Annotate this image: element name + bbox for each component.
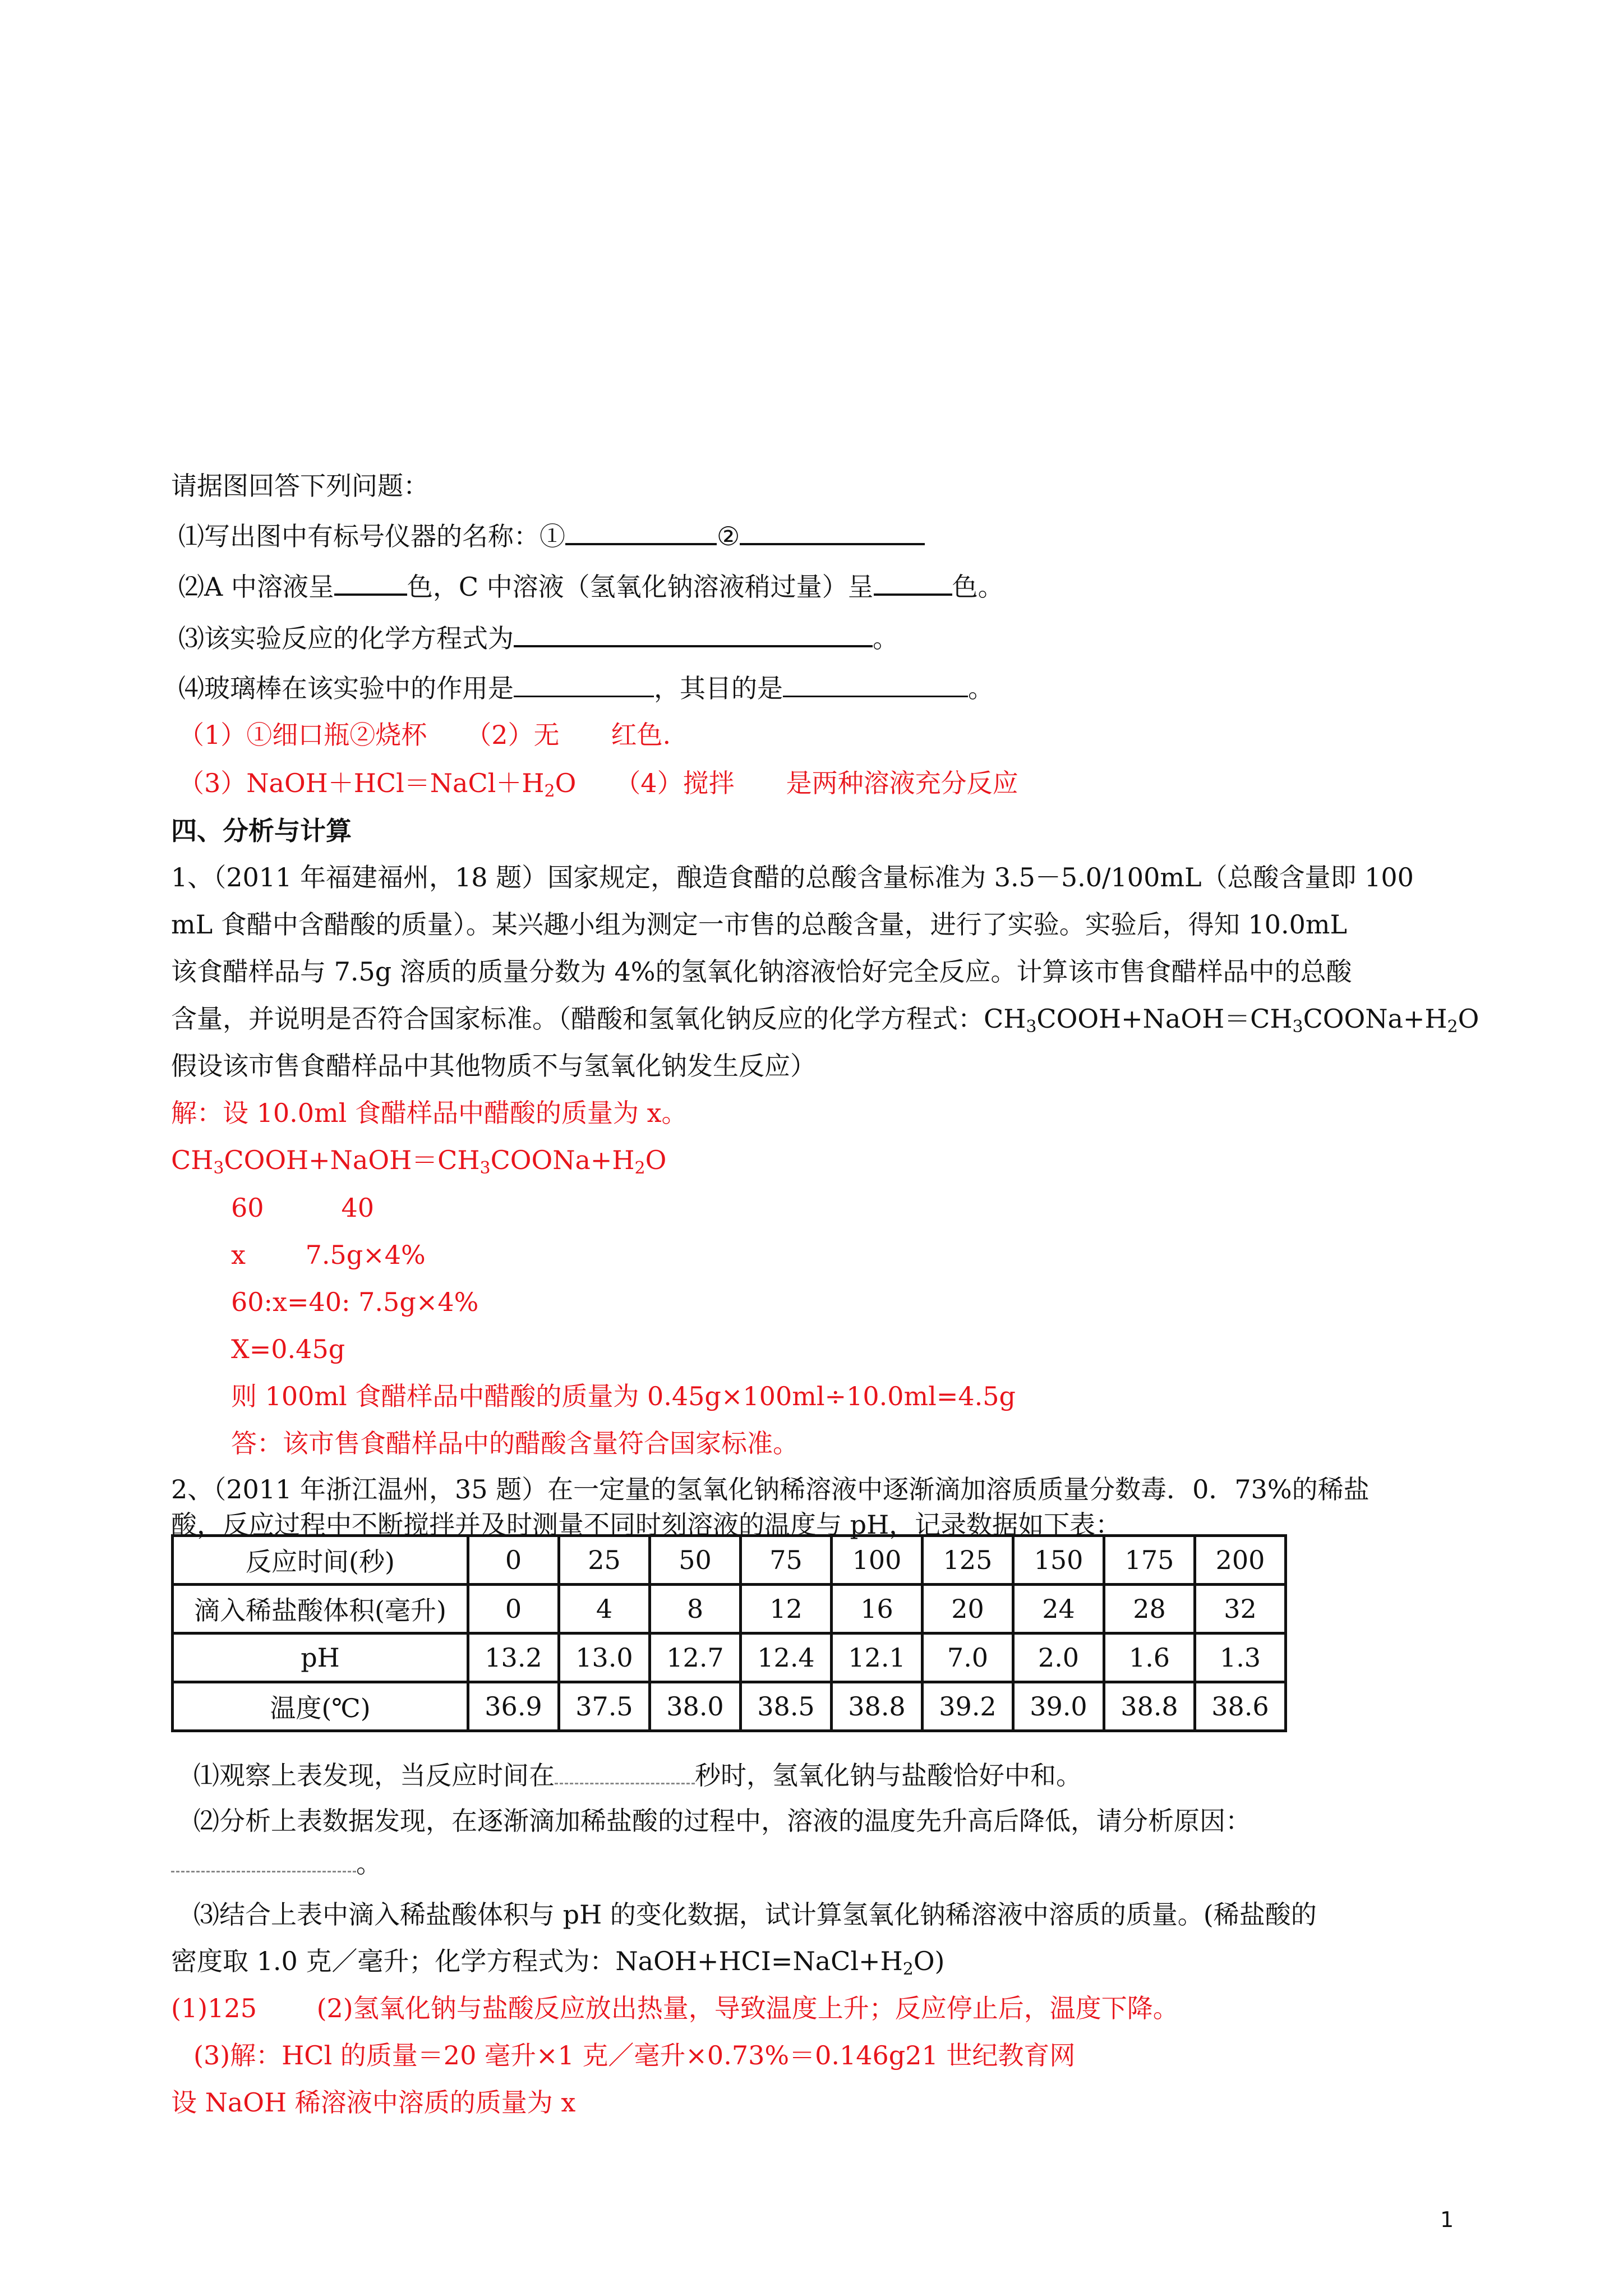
table-cell: 16 [832,1585,923,1634]
answer-line-1: （1）①细口瓶②烧杯 （2）无 红色. [178,720,671,750]
p2-answer-line: (1)125 (2)氢氧化钠与盐酸反应放出热量，导致温度上升；反应停止后，温度下降。 [171,1993,1179,2023]
solution-line: 60 40 [231,1193,375,1223]
table-cell: 20 [923,1585,1013,1634]
table-row [173,1585,1286,1634]
table-cell: 13.2 [468,1634,559,1682]
table-cell: 12 [741,1585,832,1634]
solution-conclusion: 答：该市售食醋样品中的醋酸含量符合国家标准。 [231,1428,799,1458]
table-cell: 7.0 [923,1634,1013,1682]
answer-blank [874,571,952,596]
problem2-line-2: 酸，反应过程中不断搅拌并及时测量不同时刻溶液的温度与 pH，记录数据如下表： [171,1510,1122,1540]
table-row-header: 温度(℃) [173,1682,468,1731]
page-number: 1 [1440,2207,1454,2232]
table-cell: 38.8 [1104,1682,1195,1731]
table-cell: 39.2 [923,1682,1013,1731]
answer-blank [514,673,654,697]
problem2-line-1: 2、（2011 年浙江温州，35 题）在一定量的氢氧化钠稀溶液中逐渐滴加溶质质量分数毒．0．73%的稀盐 [171,1474,1370,1504]
table-cell: 32 [1195,1585,1286,1634]
table-cell: 39.0 [1013,1682,1104,1731]
answer-blank [514,623,873,647]
solution-line: 解：设 10.0ml 食醋样品中醋酸的质量为 x。 [171,1098,688,1128]
solution-line: X=0.45g [231,1334,345,1364]
question-4: ⑷玻璃棒在该实验中的作用是 ，其目的是 。 [178,673,994,703]
table-cell: 25 [559,1536,650,1585]
solution-line: 则 100ml 食醋样品中醋酸的质量为 0.45g×100ml÷10.0ml=4.5g [231,1381,1016,1411]
table-cell: 12.1 [832,1634,923,1682]
table-cell: 38.8 [832,1682,923,1731]
answer-line-2: $(3)NaOH+HCl=NaCl+H_2O$ （4）搅拌 是两种溶液充分反应 [178,768,1018,801]
answer-blank-long: 。 [171,1848,382,1876]
answer-blank [783,673,968,697]
table-cell: 0 [468,1585,559,1634]
table-cell: 8 [650,1585,741,1634]
table-cell: 175 [1104,1536,1195,1585]
table-cell: 1.3 [1195,1634,1286,1682]
table-row-header: 反应时间(秒) [173,1536,468,1585]
table-cell: 150 [1013,1536,1104,1585]
section-heading: 四、分析与计算 [171,816,352,846]
table-cell: 50 [650,1536,741,1585]
p2-answer-line: (3)解：HCl 的质量＝20 毫升×1 克／毫升×0.73%＝0.146g21 世纪教育网 [193,2040,1076,2070]
table-cell: 4 [559,1585,650,1634]
table-cell: 100 [832,1536,923,1585]
p2-question-1: ⑴观察上表发现，当反应时间在 秒时，氢氧化钠与盐酸恰好中和。 [193,1760,1082,1791]
table-cell: 2.0 [1013,1634,1104,1682]
p2-question-2: ⑵分析上表数据发现，在逐渐滴加稀盐酸的过程中，溶液的温度先升高后降低，请分析原因： [193,1806,1251,1836]
table-row [173,1682,1286,1731]
table-cell: 38.0 [650,1682,741,1731]
table-cell: 0 [468,1536,559,1585]
problem1-line-5: 假设该市售食醋样品中其他物质不与氢氧化钠发生反应） [171,1051,816,1081]
solution-equation: $CH_3COOH+NaOH=CH_3COONa+H_2O$ [171,1145,667,1178]
table-cell: 36.9 [468,1682,559,1731]
problem1-line-2: mL 食醋中含醋酸的质量）。某兴趣小组为测定一市售的总酸含量，进行了实验。实验后，得知 10.0mL [171,909,1347,940]
problem1-line-3: 该食醋样品与 7.5g 溶质的质量分数为 4%的氢氧化钠溶液恰好完全反应。计算该市售食醋样品中的总酸 [171,956,1352,987]
table-cell: 1.6 [1104,1634,1195,1682]
intro-text: 请据图回答下列问题： [171,471,429,501]
question-1: ⑴写出图中有标号仪器的名称：① ② [178,521,925,549]
table-cell: 12.4 [741,1634,832,1682]
table-row [173,1634,1286,1682]
table-cell: 37.5 [559,1682,650,1731]
problem1-line-4: 含量，并说明是否符合国家标准。（醋酸和氢氧化钠反应的化学方程式：$CH_3COOH+NaOH=CH_3COONa+H_2O$ [171,1004,1479,1037]
table-cell: 13.0 [559,1634,650,1682]
data-table [171,1534,1287,1732]
answer-blank [334,571,407,596]
solution-line: x 7.5g×4% [231,1240,426,1270]
problem1-line-1: 1、（2011 年福建福州，18 题）国家规定，酿造食醋的总酸含量标准为 3.5－5.0/100mL（总酸含量即 100 [171,862,1414,892]
table-cell: 200 [1195,1536,1286,1585]
answer-blank [555,1760,695,1784]
p2-question-3-cont: 密度取 1.0 克／毫升；化学方程式为：$NaOH+HCI=NaCl+H_2O$) [171,1946,945,1979]
table-row-header: 滴入稀盐酸体积(毫升) [173,1585,468,1634]
question-2: ⑵A 中溶液呈 色，C 中溶液（氢氧化钠溶液稍过量）呈 色。 [178,572,1004,602]
solution-line: 60:x=40: 7.5g×4% [231,1287,479,1317]
table-cell: 38.5 [741,1682,832,1731]
table-row-header: pH [173,1634,468,1682]
answer-blank [740,521,925,545]
table-row [173,1536,1286,1585]
p2-question-3: ⑶结合上表中滴入稀盐酸体积与 pH 的变化数据，试计算氢氧化钠稀溶液中溶质的质量。(稀盐酸的 [193,1899,1317,1930]
p2-answer-line: 设 NaOH 稀溶液中溶质的质量为 x [171,2087,576,2118]
table-cell: 75 [741,1536,832,1585]
question-3: ⑶该实验反应的化学方程式为 。 [178,623,898,654]
table-cell: 24 [1013,1585,1104,1634]
answer-blank [565,521,717,545]
table-cell: 38.6 [1195,1682,1286,1731]
table-cell: 28 [1104,1585,1195,1634]
table-cell: 12.7 [650,1634,741,1682]
table-cell: 125 [923,1536,1013,1585]
